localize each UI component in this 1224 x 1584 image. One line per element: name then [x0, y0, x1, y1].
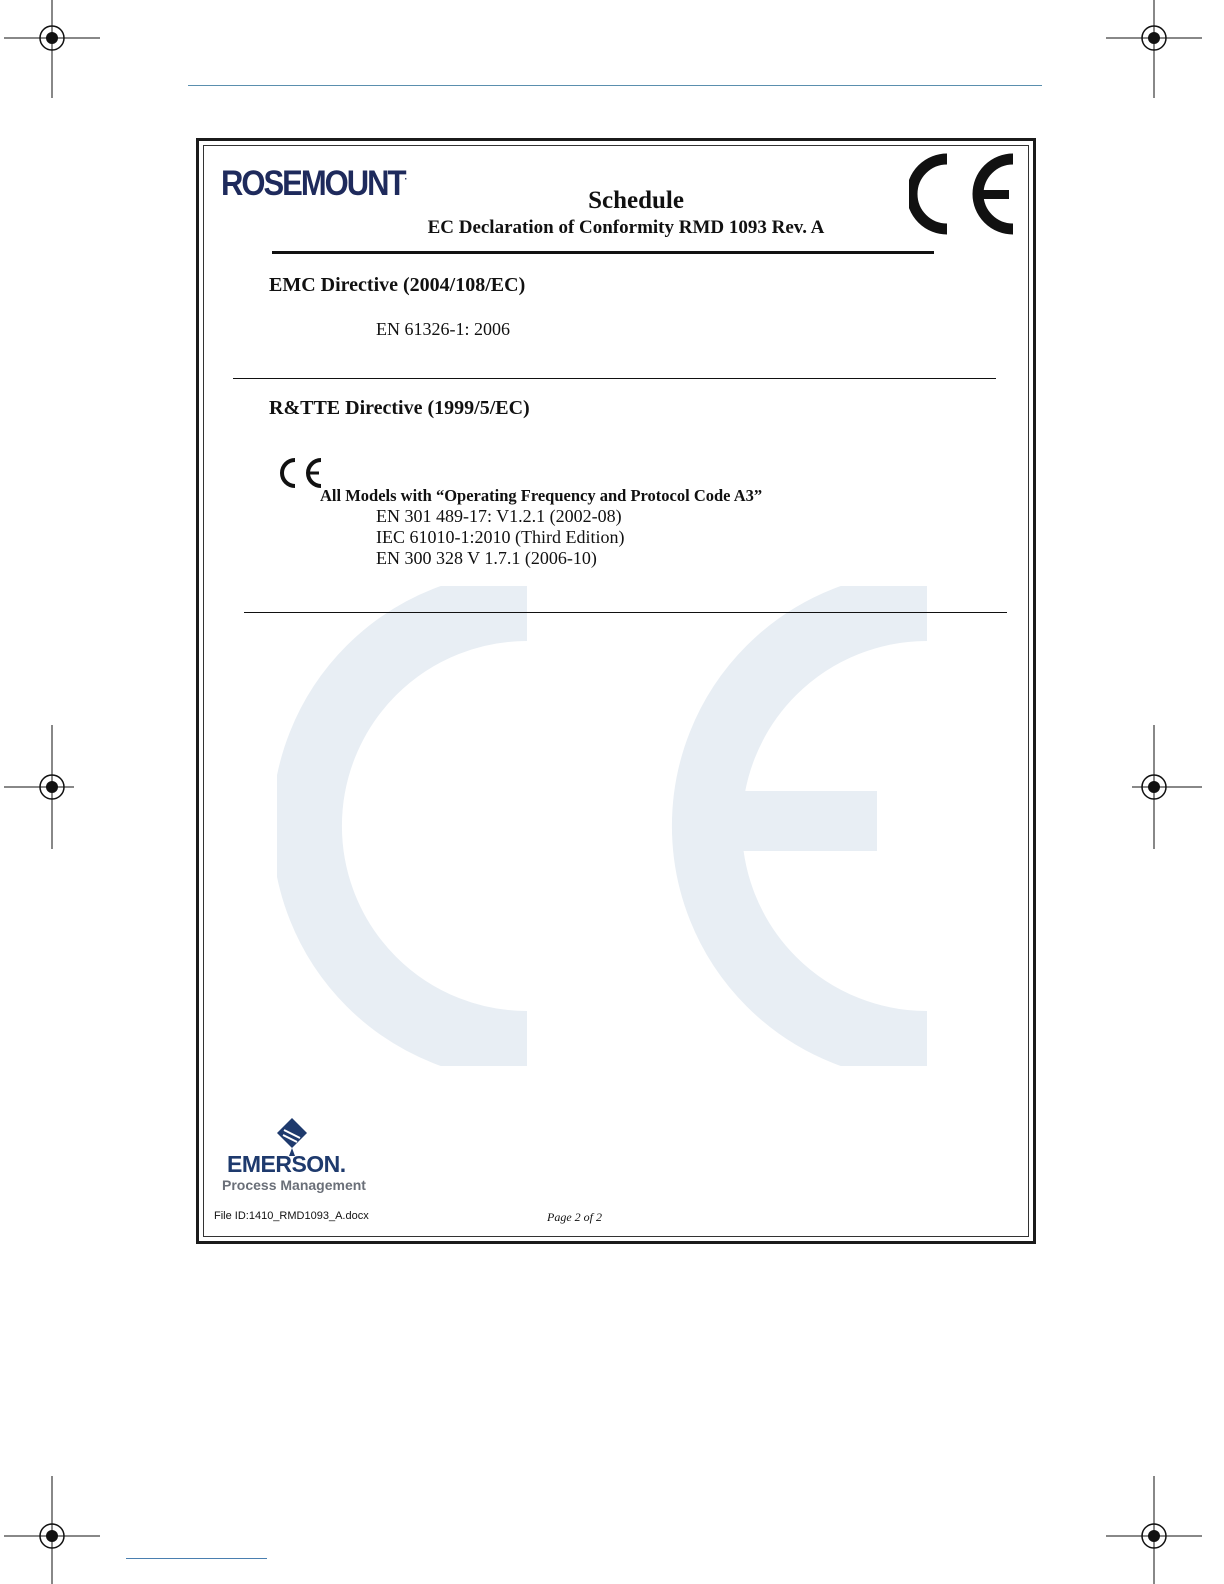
- emc-heading: EMC Directive (2004/108/EC): [269, 274, 526, 296]
- registration-mark-icon: [4, 1476, 100, 1584]
- section-divider: [244, 612, 1007, 613]
- page-title: Schedule: [588, 187, 684, 214]
- ce-mark-icon: [279, 457, 325, 489]
- page-header-rule: [188, 85, 1042, 86]
- registration-mark-icon: [1106, 0, 1202, 100]
- emc-standard: EN 61326-1: 2006: [376, 319, 510, 339]
- registration-mark-icon: [4, 0, 100, 100]
- registration-mark-icon: [1106, 1476, 1202, 1584]
- registration-mark-icon: [1106, 725, 1202, 849]
- emerson-logo-text: EMERSON.: [227, 1151, 346, 1177]
- page-subtitle: EC Declaration of Conformity RMD 1093 Rev. A: [427, 217, 825, 238]
- rtte-standard: EN 300 328 V 1.7.1 (2006-10): [376, 548, 597, 568]
- rtte-heading: R&TTE Directive (1999/5/EC): [269, 397, 530, 419]
- rtte-standard: EN 301 489-17: V1.2.1 (2002-08): [376, 506, 622, 526]
- page-footer-rule: [126, 1558, 267, 1559]
- document-frame: [196, 138, 1036, 1244]
- rtte-standard: IEC 61010-1:2010 (Third Edition): [376, 527, 625, 547]
- header-divider: [272, 251, 934, 254]
- ce-mark-icon: [909, 153, 1021, 235]
- emerson-tagline: Process Management: [222, 1177, 366, 1193]
- ce-watermark-icon: [277, 586, 937, 1066]
- page-number: Page 2 of 2: [547, 1210, 602, 1224]
- file-id: File ID:1410_RMD1093_A.docx: [214, 1210, 369, 1222]
- models-label: All Models with “Operating Frequency and Protocol Code A3”: [320, 486, 763, 505]
- registration-mark-icon: [4, 725, 100, 849]
- section-divider: [233, 378, 996, 379]
- rosemount-logo: ROSEMOUNT·: [221, 163, 408, 204]
